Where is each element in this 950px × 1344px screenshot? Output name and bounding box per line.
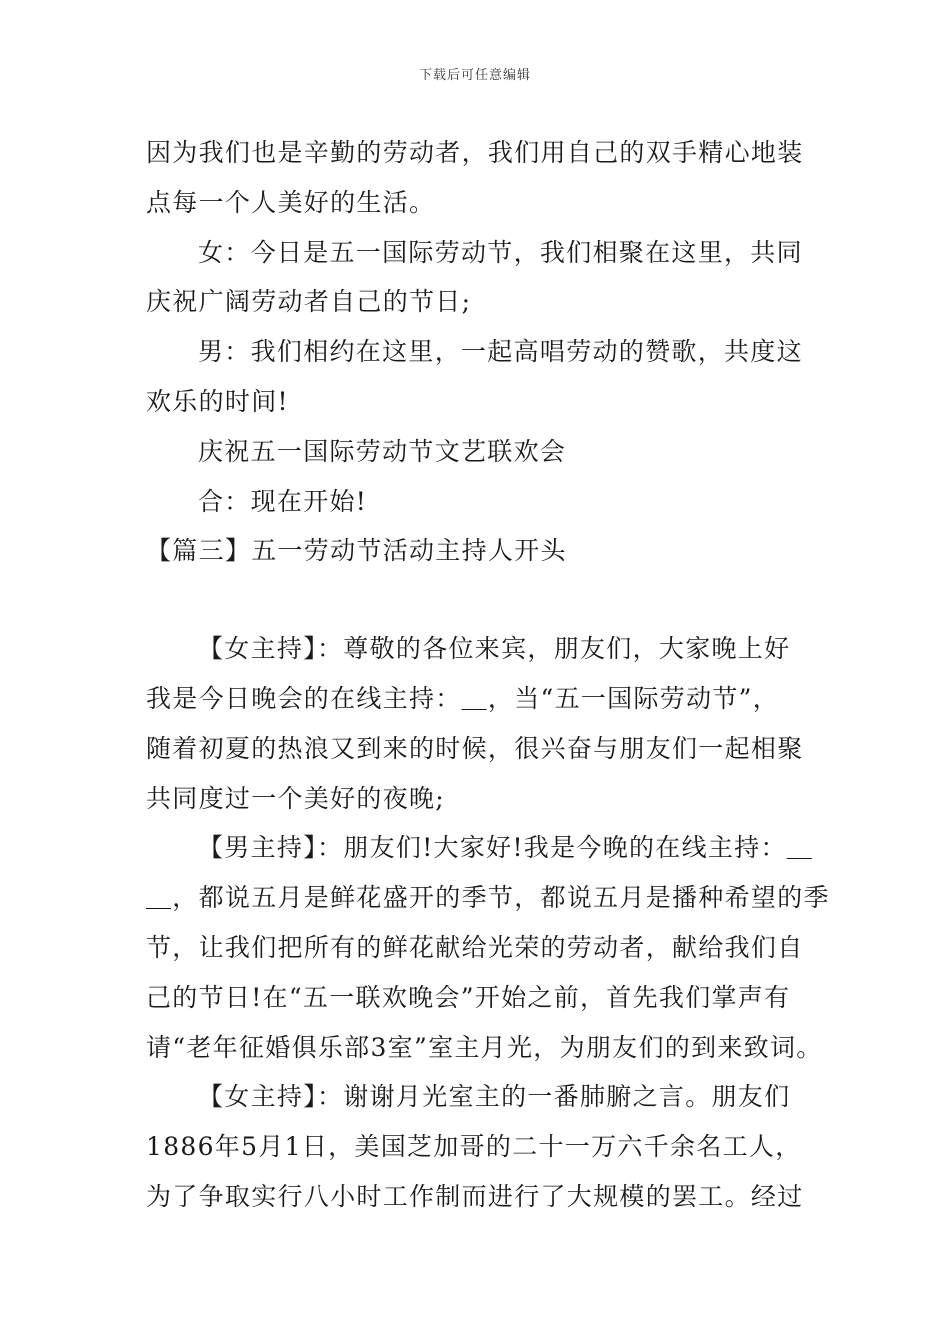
- section-heading: 【篇三】五一劳动节活动主持人开头: [146, 536, 567, 566]
- spacer: [146, 576, 816, 624]
- paragraph-line: 合：现在开始!: [198, 486, 368, 516]
- paragraph-line: 请“老年征婚俱乐部3室”室主月光，为朋友们的到来致词。: [146, 1032, 823, 1062]
- document-body: [146, 128, 830, 1222]
- paragraph-line: 男：我们相约在这里，一起高唱劳动的赞歌，共度这: [198, 337, 803, 367]
- paragraph-line: 节，让我们把所有的鲜花献给光荣的劳动者，献给我们自: [146, 932, 804, 962]
- paragraph-line: 共同度过一个美好的夜晚;: [146, 783, 446, 813]
- paragraph-line: 己的节日!在“五一联欢晚会”开始之前，首先我们掌声有: [146, 982, 791, 1012]
- paragraph-line: 因为我们也是辛勤的劳动者，我们用自己的双手精心地装: [146, 138, 804, 167]
- paragraph-line: 庆祝广阔劳动者自己的节日;: [146, 287, 472, 317]
- paragraph-line: 1886年5月1日，美国芝加哥的二十一万六千余名工人，: [146, 1132, 802, 1162]
- paragraph-line: 【女主持】：尊敬的各位来宾，朋友们，大家晚上好: [198, 634, 791, 664]
- paragraph-line: 女：今日是五一国际劳动节，我们相聚在这里，共同: [198, 237, 803, 267]
- paragraph-line: 【男主持】：朋友们!大家好!我是今晚的在线主持：＿: [198, 833, 814, 863]
- page-header: 下载后可任意编辑: [418, 68, 531, 83]
- paragraph-line: 为了争取实行八小时工作制而进行了大规模的罢工。经过: [146, 1181, 804, 1211]
- paragraph-line: 点每一个人美好的生活。: [146, 187, 436, 217]
- paragraph-line: 欢乐的时间!: [146, 386, 289, 416]
- paragraph-line: 庆祝五一国际劳动节文艺联欢会: [198, 436, 567, 466]
- paragraph-line: 我是今日晚会的在线主持：＿，当“五一国际劳动节”，: [146, 683, 780, 713]
- paragraph-line: ＿，都说五月是鲜花盛开的季节，都说五月是播种希望的季: [146, 883, 830, 913]
- paragraph-line: 随着初夏的热浪又到来的时候，很兴奋与朋友们一起相聚: [146, 733, 804, 763]
- paragraph-line: 【女主持】：谢谢月光室主的一番肺腑之言。朋友们: [198, 1082, 791, 1112]
